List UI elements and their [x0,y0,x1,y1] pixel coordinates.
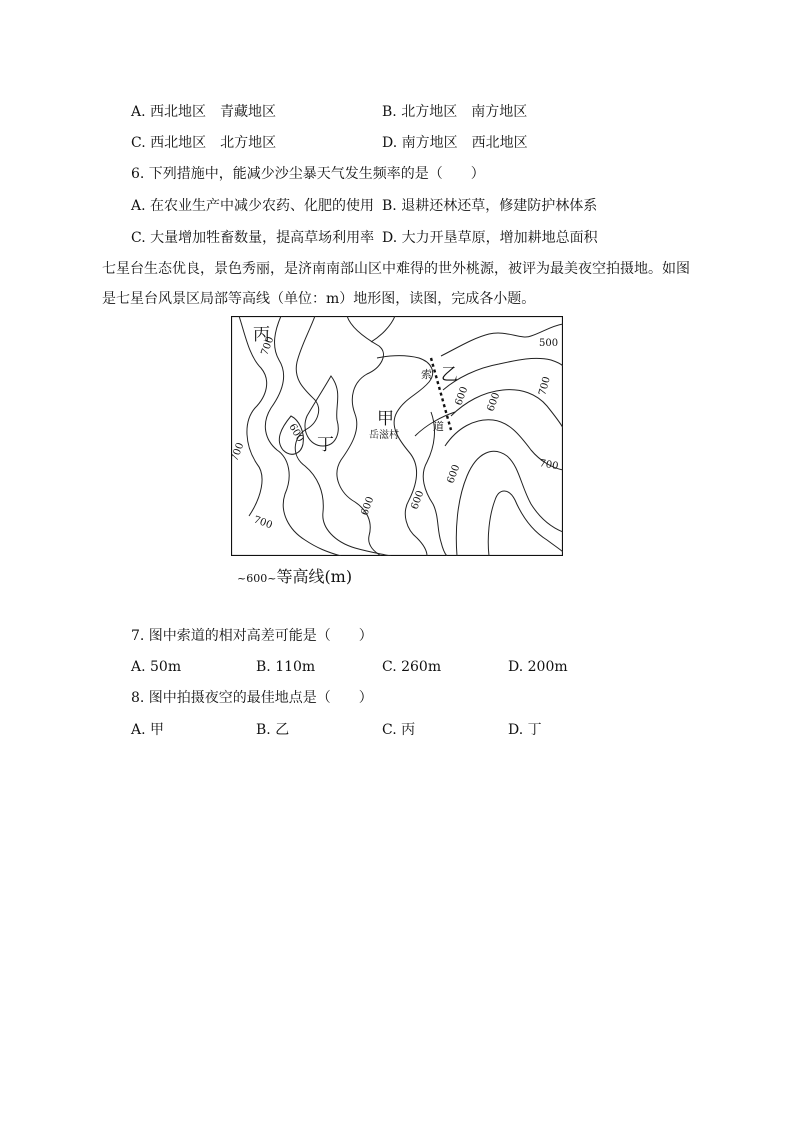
q7-option-d: D. 200m [508,659,568,675]
q8-option-d: D. 丁 [508,722,542,738]
q6-option-d: D. 大力开垦草原，增加耕地总面积 [382,230,598,246]
label-suo: 索 [421,368,432,381]
q5-option-c: C. 西北地区 北方地区 [131,135,277,151]
q5-option-d: D. 南方地区 西北地区 [382,135,528,151]
q6-option-a: A. 在农业生产中减少农药、化肥的使用 [131,198,375,214]
contour-label: 600 [453,385,471,408]
contour-label: 600 [485,391,503,414]
q5-option-a: A. 西北地区 青藏地区 [131,104,277,120]
contour-label: 600 [445,463,463,486]
q8-option-c: C. 丙 [382,722,416,738]
label-jia: 甲 [377,409,394,429]
q6-option-c: C. 大量增加牲畜数量，提高草场利用率 [131,230,375,246]
q8-option-b: B. 乙 [256,722,290,738]
legend-line-icon: ~ [237,572,247,585]
contour-map [231,316,563,556]
q7-stem: 7. 图中索道的相对高差可能是（ ） [131,628,373,644]
label-dao: 道 [433,420,444,433]
contour-label: 700 [537,375,553,397]
contour-label: 600 [286,422,306,445]
label-ding: 丁 [317,435,334,455]
passage-line-2: 是七星台风景区局部等高线（单位：m）地形图，读图，完成各小题。 [102,291,536,307]
contour-label: 700 [251,514,274,532]
q6-stem: 6. 下列措施中，能减少沙尘暴天气发生频率的是（ ） [131,166,485,182]
label-bing: 丙 [253,325,270,345]
q7-option-c: C. 260m [382,659,442,675]
passage-line-1: 七星台生态优良，景色秀丽，是济南南部山区中难得的世外桃源，被评为最美夜空拍摄地。如图 [102,261,690,277]
q8-stem: 8. 图中拍摄夜空的最佳地点是（ ） [131,690,373,706]
q5-option-b: B. 北方地区 南方地区 [382,104,528,120]
contour-label: 600 [409,489,427,512]
legend-value: 600 [246,572,268,585]
label-village: 岳滋村 [369,430,399,441]
q8-option-a: A. 甲 [131,722,165,738]
contour-label: 500 [539,338,559,349]
contour-label: 700 [231,441,247,464]
contour-label: 700 [538,458,560,473]
contour-label: 600 [359,495,377,518]
legend-text: 等高线(m) [276,567,353,586]
q7-option-a: A. 50m [131,659,182,675]
q7-option-b: B. 110m [256,659,316,675]
contour-label: 700 [259,335,277,358]
map-legend: ~600~等高线(m) [237,567,353,586]
contour-map-svg [231,316,563,556]
label-yi: 乙 [441,365,458,385]
q6-option-b: B. 退耕还林还草，修建防护林体系 [382,198,598,214]
